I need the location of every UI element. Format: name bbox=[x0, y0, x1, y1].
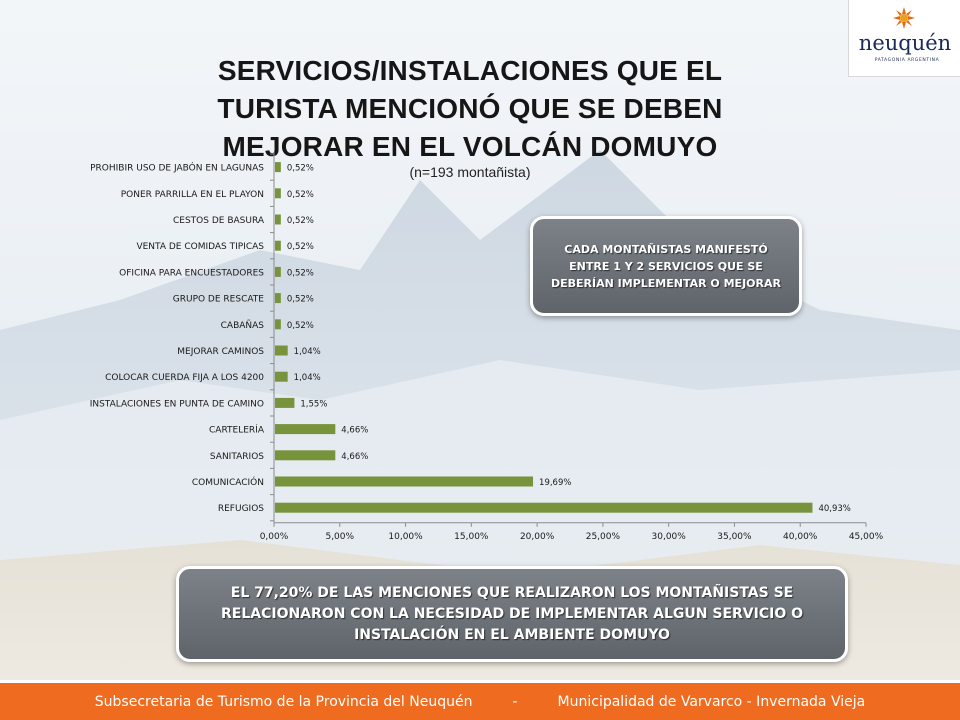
page-title: SERVICIOS/INSTALACIONES QUE EL TURISTA MENCIONÓ QUE SE DEBEN MEJORAR EN EL VOLCÁN DOMUYO bbox=[217, 55, 723, 162]
bar bbox=[275, 398, 294, 408]
bar bbox=[275, 450, 335, 460]
logo-text: neuquén bbox=[858, 31, 952, 55]
callout-bottom-text: EL 77,20% DE LAS MENCIONES QUE REALIZARON LOS MONTAÑISTAS SE RELACIONARON CON LA NECESIDAD DE IMPLEMENTAR ALGUN SERVICIO O INSTALACIÓN EN EL AMBIENTE DOMUYO bbox=[220, 584, 803, 643]
callout-mentions-per-climber bbox=[530, 216, 802, 316]
bar bbox=[275, 372, 288, 382]
bar bbox=[275, 241, 281, 251]
x-tick-label: 20,00% bbox=[519, 531, 555, 542]
category-label: VENTA DE COMIDAS TIPICAS bbox=[136, 242, 264, 253]
x-tick-label: 25,00% bbox=[585, 531, 621, 542]
footer-left: Subsecretaria de Turismo de la Provincia del Neuquén bbox=[94, 693, 473, 710]
category-label: PROHIBIR USO DE JABÓN EN LAGUNAS bbox=[90, 163, 264, 174]
x-tick-label: 0,00% bbox=[259, 531, 289, 542]
value-label: 19,69% bbox=[539, 478, 572, 488]
value-label: 4,66% bbox=[341, 425, 369, 436]
category-label: REFUGIOS bbox=[217, 504, 264, 515]
neuquen-logo bbox=[848, 0, 960, 77]
value-label: 1,04% bbox=[293, 347, 321, 357]
category-label: MEJORAR CAMINOS bbox=[177, 347, 264, 357]
footer-separator: - bbox=[512, 693, 518, 710]
value-label: 1,55% bbox=[300, 399, 328, 410]
category-label: CARTELERÍA bbox=[209, 425, 264, 436]
x-tick-label: 5,00% bbox=[325, 531, 355, 542]
footer-right: Municipalidad de Varvarco - Invernada Vieja bbox=[557, 693, 866, 710]
chart-subtitle: (n=193 montañista) bbox=[409, 164, 531, 180]
category-label: CESTOS DE BASURA bbox=[173, 216, 264, 226]
bar bbox=[275, 215, 281, 225]
bar bbox=[275, 293, 281, 303]
category-label: COLOCAR CUERDA FIJA A LOS 4200 bbox=[105, 373, 264, 384]
category-label: CABAÑAS bbox=[220, 320, 264, 331]
footer-bar bbox=[0, 680, 960, 720]
value-label: 0,52% bbox=[286, 268, 314, 279]
x-tick-label: 35,00% bbox=[717, 531, 752, 542]
bar-chart bbox=[0, 150, 960, 550]
bar bbox=[275, 188, 281, 198]
value-label: 0,52% bbox=[286, 163, 314, 174]
value-label: 0,52% bbox=[286, 189, 314, 200]
bar bbox=[275, 267, 281, 277]
bar bbox=[275, 424, 335, 434]
bar bbox=[275, 162, 281, 172]
x-tick-label: 30,00% bbox=[651, 531, 686, 542]
category-label: COMUNICACIÓN bbox=[191, 478, 264, 488]
sun-icon bbox=[893, 7, 915, 29]
logo-graphic bbox=[849, 0, 960, 76]
value-label: 0,52% bbox=[286, 294, 314, 305]
category-label: INSTALACIONES EN PUNTA DE CAMINO bbox=[89, 399, 264, 410]
value-label: 0,52% bbox=[286, 320, 314, 331]
value-label: 0,52% bbox=[286, 216, 314, 226]
bar bbox=[275, 346, 288, 356]
callout-summary bbox=[176, 566, 848, 662]
x-tick-label: 45,00% bbox=[848, 531, 884, 542]
value-label: 0,52% bbox=[286, 242, 314, 253]
value-label: 1,04% bbox=[293, 373, 321, 384]
x-tick-label: 15,00% bbox=[454, 531, 489, 542]
x-tick-label: 40,00% bbox=[783, 531, 818, 542]
value-label: 4,66% bbox=[341, 451, 369, 462]
category-label: SANITARIOS bbox=[209, 451, 264, 462]
bar bbox=[275, 477, 533, 487]
category-label: PONER PARRILLA EN EL PLAYON bbox=[120, 189, 264, 200]
category-label: GRUPO DE RESCATE bbox=[172, 294, 264, 305]
category-label: OFICINA PARA ENCUESTADORES bbox=[119, 268, 264, 279]
logo-tagline: PATAGONIA ARGENTINA bbox=[874, 58, 940, 63]
value-label: 40,93% bbox=[818, 504, 851, 515]
callout-right-text: CADA MONTAÑISTAS MANIFESTÓ ENTRE 1 Y 2 SERVICIOS QUE SE DEBERÍAN IMPLEMENTAR O MEJORAR bbox=[551, 242, 781, 290]
x-tick-label: 10,00% bbox=[388, 531, 423, 542]
bar bbox=[275, 503, 812, 513]
bar bbox=[275, 319, 281, 329]
